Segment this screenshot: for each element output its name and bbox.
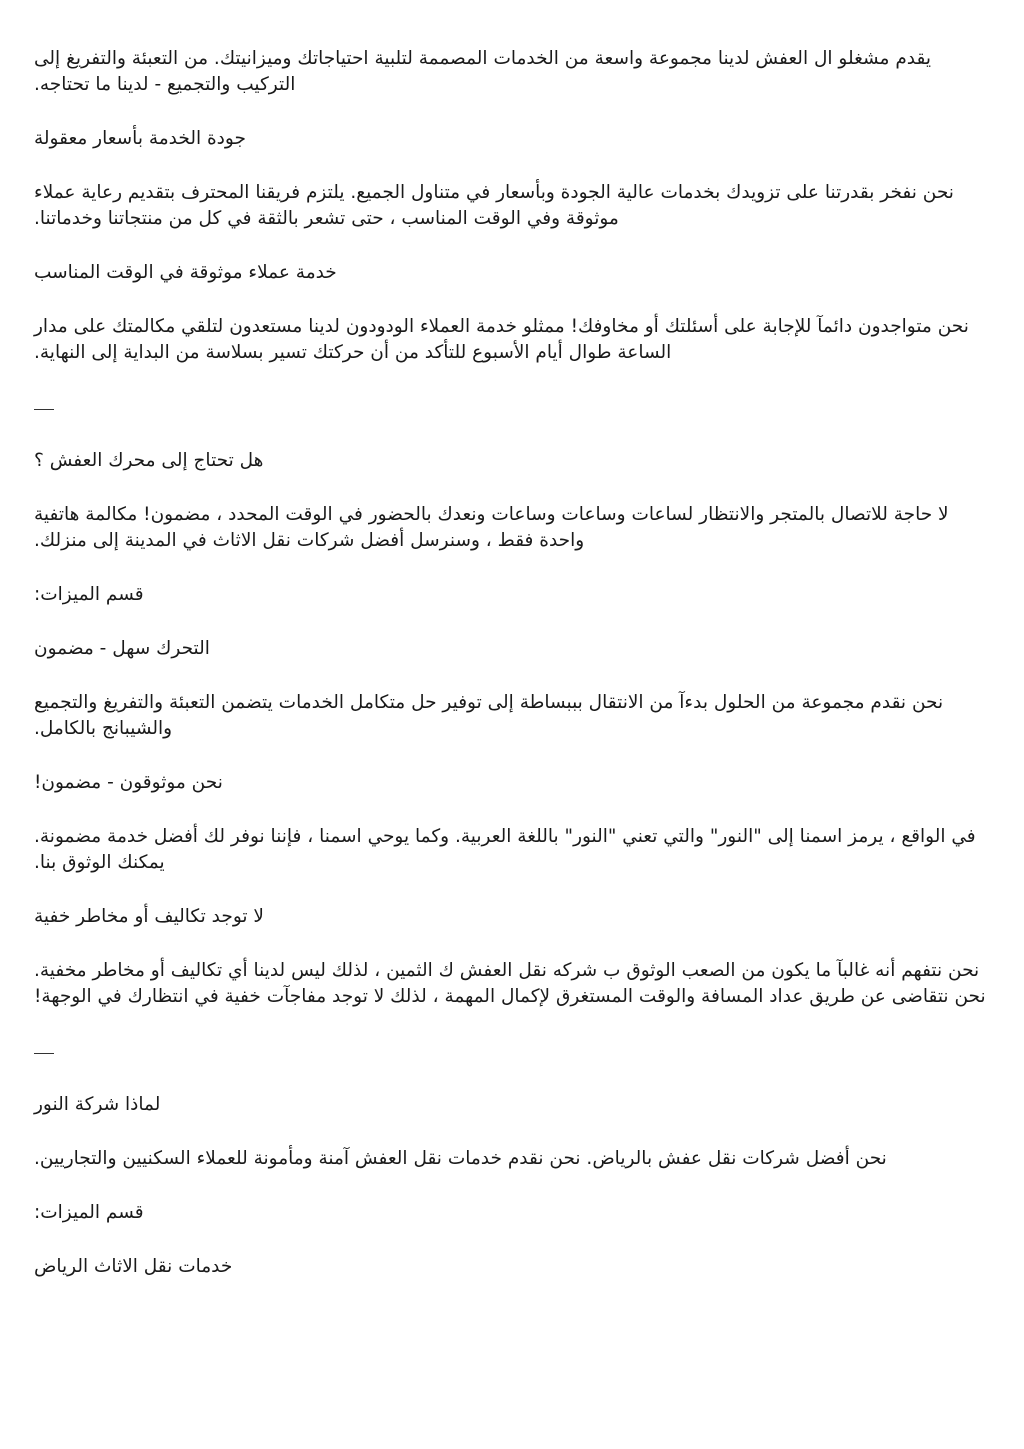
section-heading: خدمة عملاء موثوقة في الوقت المناسب — [34, 262, 337, 283]
section-heading: التحرك سهل - مضمون — [34, 638, 210, 659]
section-heading: هل تحتاج إلى محرك العفش ؟ — [34, 450, 264, 471]
separator — [34, 1038, 989, 1064]
paragraph: نحن نفخر بقدرتنا على تزويدك بخدمات عالية الجودة وبأسعار في متناول الجميع. يلتزم فريقنا المحترف بتقديم رعاية عملاء موثوقة وفي الوقت المناسب ، حتى تشعر بالثقة في كل من منتجاتنا وخدماتنا. — [34, 182, 954, 229]
document-body — [34, 46, 989, 1308]
section-heading: نحن موثوقون - مضمون! — [34, 772, 223, 793]
paragraph: لا حاجة للاتصال بالمتجر والانتظار لساعات وساعات وساعات ونعدك بالحضور في الوقت المحدد ، مضمون! مكالمة هاتفية واحدة فقط ، وسنرسل أفضل شركات نقل الاثاث في المدينة إلى منزلك. — [34, 504, 949, 551]
paragraph: نحن نقدم مجموعة من الحلول بدءآ من الانتقال بببساطة إلى توفير حل متكامل الخدمات يتضمن التعبئة والتفريغ والتجميع والشيبانج بالكامل. — [34, 692, 944, 739]
paragraph: نحن متواجدون دائمآ للإجابة على أسئلتك أو مخاوفك! ممثلو خدمة العملاء الودودون لدينا مستعدون لتلقي مكالمتك على مدار الساعة طوال أيام الأسبوع للتأكد من أن حركتك تسير بسلاسة من البداية إلى النهاية. — [34, 316, 969, 363]
section-heading: قسم الميزات: — [34, 584, 144, 605]
section-heading: لا توجد تكاليف أو مخاطر خفية — [34, 906, 264, 927]
intro-paragraph: يقدم مشغلو ال العفش لدينا مجموعة واسعة من الخدمات المصممة لتلبية احتياجاتك وميزانيتك. من التعبئة والتفريغ إلى التركيب والتجميع - لدينا ما تحتاجه. — [34, 48, 931, 95]
paragraph: في الواقع ، يرمز اسمنا إلى "النور" والتي تعني "النور" باللغة العربية. وكما يوحي اسمنا ، فإننا نوفر لك أفضل خدمة مضمونة. يمكنك الوثوق بنا. — [34, 826, 976, 873]
section-heading: قسم الميزات: — [34, 1202, 144, 1223]
section-heading: جودة الخدمة بأسعار معقولة — [34, 128, 246, 149]
separator — [34, 394, 989, 420]
section-heading: خدمات نقل الاثاث الرياض — [34, 1256, 233, 1277]
paragraph: نحن نتفهم أنه غالبآ ما يكون من الصعب الوثوق ب شركه نقل العفش ك الثمين ، لذلك ليس لدينا أي تكاليف أو مخاطر مخفية. نحن نتقاضى عن طريق عداد المسافة والوقت المستغرق لإكمال المهمة ، لذلك لا توجد مفاجآت خفية في انتظارك في الوجهة! — [34, 960, 986, 1007]
section-heading: لماذا شركة النور — [34, 1094, 161, 1115]
paragraph: نحن أفضل شركات نقل عفش بالرياض. نحن نقدم خدمات نقل العفش آمنة ومأمونة للعملاء السكنيين والتجاريين. — [34, 1148, 887, 1169]
